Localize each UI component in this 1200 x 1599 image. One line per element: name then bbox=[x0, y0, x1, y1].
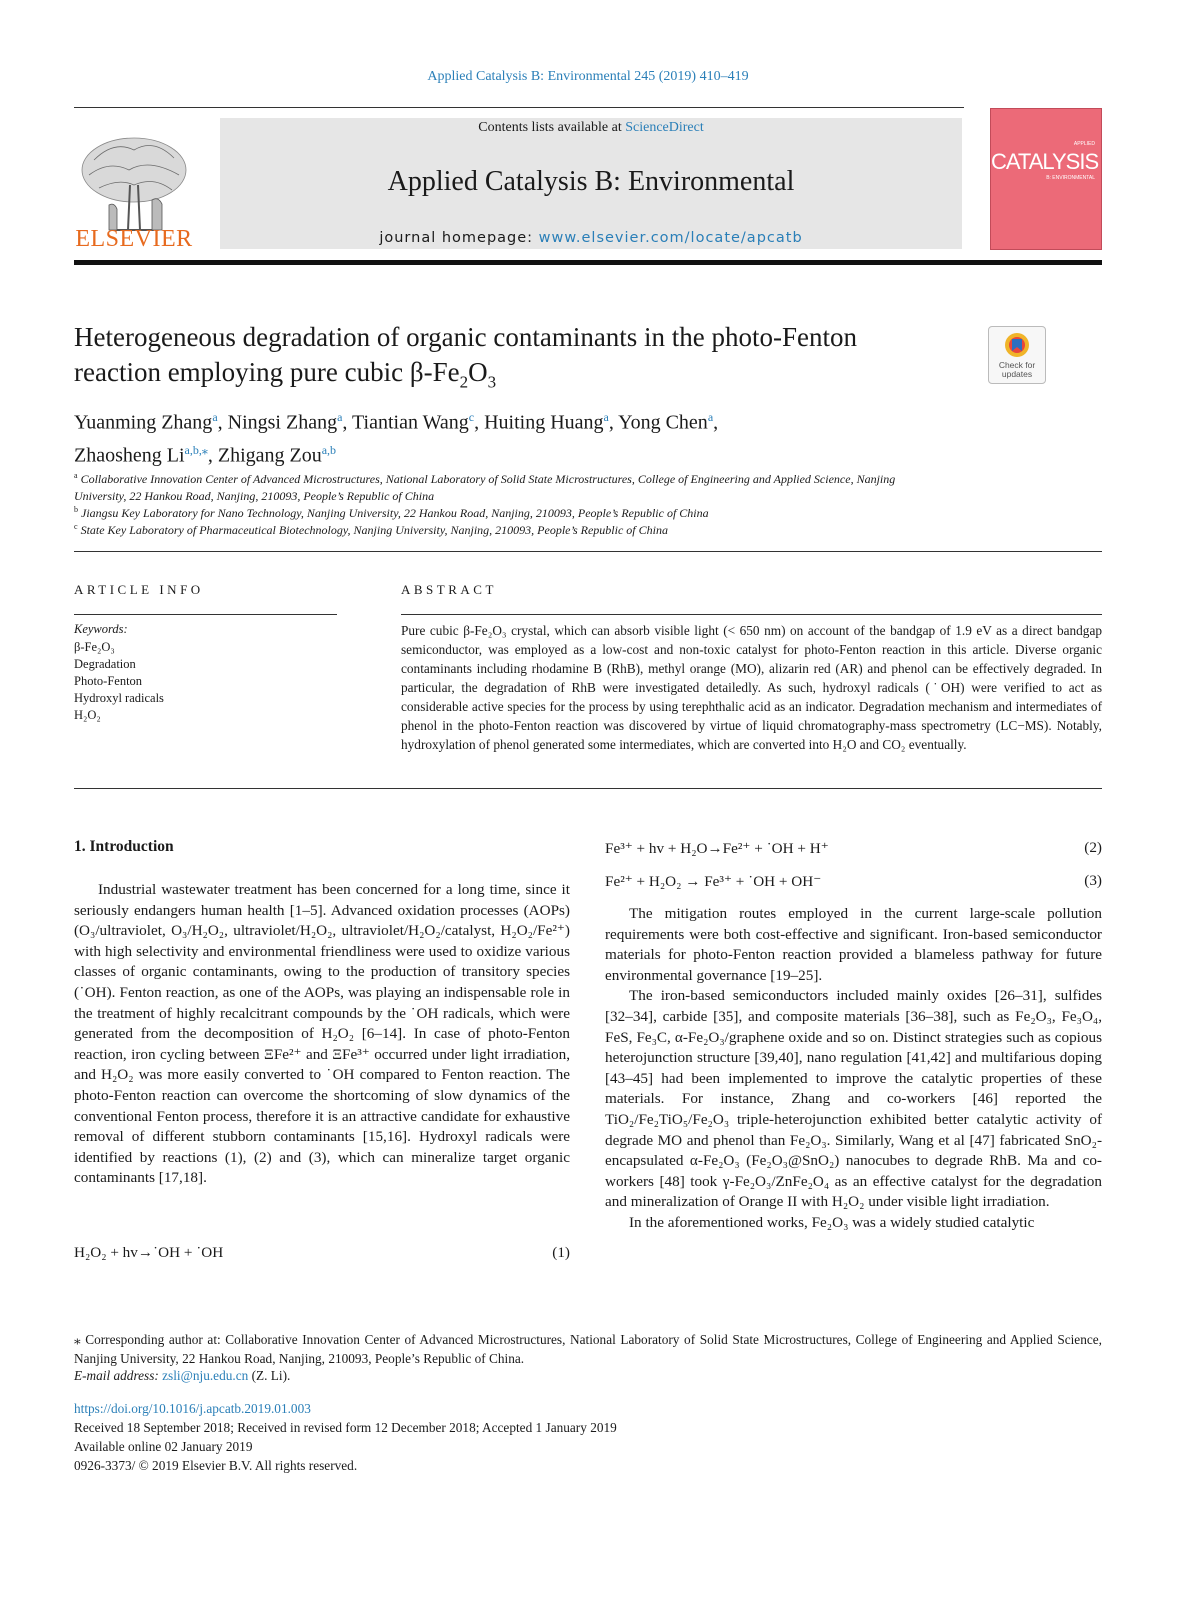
title-line2: reaction employing pure cubic β-Fe bbox=[74, 357, 460, 387]
title-sub2: 3 bbox=[487, 372, 497, 392]
copyright: 0926-3373/ © 2019 Elsevier B.V. All rights reserved. bbox=[74, 1458, 358, 1473]
keyword: H₂O₂ bbox=[74, 708, 101, 722]
equation-1-text: H₂O₂ + hv→˙OH + ˙OH bbox=[74, 1244, 224, 1261]
author-affiliation-mark[interactable]: c bbox=[468, 410, 475, 424]
affiliation-rule bbox=[74, 551, 1102, 552]
author[interactable]: Yuanming Zhang bbox=[74, 411, 213, 434]
sciencedirect-link[interactable]: ScienceDirect bbox=[625, 120, 704, 135]
author-affiliation-mark[interactable]: a,b bbox=[321, 442, 337, 457]
available-online: Available online 02 January 2019 bbox=[74, 1439, 253, 1454]
intro-right-column bbox=[605, 904, 1102, 1234]
journal-title: Applied Catalysis B: Environmental bbox=[387, 166, 795, 197]
equation-2-text: Fe³⁺ + hv + H₂O→Fe²⁺ + ˙OH + H⁺ bbox=[605, 840, 829, 857]
author[interactable]: Yong Chen bbox=[618, 411, 708, 434]
equation-3-text: Fe²⁺ + H₂O₂ → Fe³⁺ + ˙OH + OH⁻ bbox=[605, 873, 822, 890]
author-affiliation-mark[interactable]: a,b,⁎ bbox=[184, 442, 208, 457]
cover-subtitle: B: ENVIRONMENTAL bbox=[1046, 175, 1095, 181]
intro-paragraph-3: The iron-based semiconductors included mainly oxides [26–31], sulfides [32–34], carbide [35], and composite materials [36–38], such as Fe₂O₃, Fe₃O₄, FeS, Fe₃C, α-Fe₂O₃/graphene oxide and so on. Distinct strategies such as copious heterojunction structure [39,40], nano regulation [41,42] and multifarious doping [43–45] had been implemented to improve the catalytic properties of these materials. For instance, Zhang and co-workers [46] reported the TiO₂/Fe₂TiO₅/Fe₂O₃ triple-heterojunction exhibited better catalytic activity of degrade MO and phenol than Fe₂O₃. Similarly, Wang et al [47] fabricated SnO₂-encapsulated α-Fe₂O₃ (Fe₂O₃@SnO₂) nanocubes to degrade RhB. Ma and co-workers [48] took γ-Fe₂O₃/ZnFe₂O₄ as an effective catalyst for the degradation and mineralization of Orange II with H₂O₂ under visible light irradiation. bbox=[605, 987, 1102, 1211]
keywords-label: Keywords: bbox=[74, 622, 128, 636]
section-heading-introduction: 1. Introduction bbox=[74, 838, 174, 855]
affiliation-c: $^c$ State Key Laboratory of Pharmaceutical Biotechnology, Nanjing University, Nanjing, 210093, People’s Republic of China bbox=[74, 522, 668, 537]
article-info-rule bbox=[74, 614, 337, 615]
header-thick-rule bbox=[74, 260, 1102, 265]
contents-prefix: Contents lists available at bbox=[478, 120, 626, 135]
homepage-prefix: journal homepage: bbox=[379, 230, 539, 246]
cover-applied-text: APPLIED bbox=[1073, 141, 1095, 147]
corresponding-author-note: ⁎ Corresponding author at: Collaborative Innovation Center of Advanced Microstructures, National Laboratory of Solid State Microstructures, College of Engineering and Applied Science, Nanjing University, 22 Hankou Road, Nanjing, 210093, People’s Republic of China. bbox=[74, 1332, 1102, 1366]
doi-link[interactable]: https://doi.org/10.1016/j.apcatb.2019.01.003 bbox=[74, 1401, 311, 1416]
cover-title: CATALYSIS bbox=[991, 149, 1099, 174]
equation-2 bbox=[605, 839, 1102, 858]
intro-paragraph-2: The mitigation routes employed in the current large-scale pollution requirements were both cost-effective and significant. Iron-based semiconductor materials for photo-Fenton reaction provided a blameless pathway for future environmental governance [19–25]. bbox=[605, 905, 1102, 984]
equation-1 bbox=[74, 1244, 570, 1262]
email-line bbox=[74, 1368, 290, 1384]
keyword: Photo-Fenton bbox=[74, 674, 143, 688]
intro-paragraph-4: In the aforementioned works, Fe₂O₃ was a widely studied catalytic bbox=[629, 1213, 1035, 1231]
author-affiliation-mark[interactable]: a bbox=[603, 410, 609, 424]
abstract-rule bbox=[401, 614, 1102, 615]
author[interactable]: Ningsi Zhang bbox=[227, 411, 338, 434]
keyword: Degradation bbox=[74, 657, 136, 671]
author-affiliation-mark[interactable]: a bbox=[337, 410, 343, 424]
equation-3 bbox=[605, 872, 1102, 891]
email-link[interactable]: zsli@nju.edu.cn bbox=[162, 1368, 249, 1383]
intro-paragraph-1: Industrial wastewater treatment has been concerned for a long time, since it seriously endangers human health [1–5]. Advanced oxidation processes (AOPs) (O₃/ultraviolet, O₃/H₂O₂, ultraviolet/H₂O₂, ultraviolet/H₂O₂/catalyst, H₂O₂/Fe²⁺) with high selectivity and environmental friendliness were used to oxidize various classes of organic contaminants, owing to the production of transitory species (˙OH). Fenton reaction, as one of the AOPs, was playing an indispensable role in the treatment of highly recalcitrant compounds by the ˙OH radicals, which were generated from the decomposition of H₂O₂ [6–14]. In case of photo-Fenton reaction, iron cycling between ΞFe²⁺ and ΞFe³⁺ occurred under light irradiation, and H₂O₂ was more easily converted to ˙OH compared to Fenton reaction. The photo-Fenton reaction can overcome the shortcoming of slow dynamics of the conventional Fenton process, therefore it is an attractive candidate for exhaustive removal of different stubborn contaminants [15,16]. Hydroxyl radicals were identified by reactions (1), (2) and (3), which can mineralize target organic contaminants [17,18]. bbox=[74, 881, 570, 1187]
affiliation-a: $^a$ Collaborative Innovation Center of Advanced Microstructures, National Laboratory of Solid State Microstructures, College of Engineering and Applied Science, Nanjing University, 22 Hankou Road, Nanjing, 210093, People’s Republic of China bbox=[74, 471, 896, 503]
author-affiliation-mark[interactable]: a bbox=[212, 410, 218, 424]
title-sub1: 2 bbox=[459, 372, 469, 392]
check-for-updates-badge[interactable] bbox=[988, 326, 1046, 384]
email-label: E-mail address: bbox=[74, 1368, 163, 1383]
equation-1-number: (1) bbox=[552, 1244, 570, 1261]
homepage-line bbox=[220, 230, 962, 246]
publisher-logo-text: ELSEVIER bbox=[75, 226, 193, 252]
author-list: Yuanming Zhang$^a$, Ningsi Zhang$^a$, Tiantian Wang$^c$, Huiting Huang$^a$, Yong Chen$^a$, Zhaosheng $Li^{a,b,⁎}$, Zhigang Zou$^{a,b}$ bbox=[74, 410, 719, 467]
contents-line bbox=[220, 120, 962, 136]
author[interactable]: Tiantian Wang bbox=[352, 411, 469, 434]
abstract-heading: ABSTRACT bbox=[401, 582, 497, 597]
journal-cover[interactable] bbox=[990, 108, 1102, 250]
article-title bbox=[74, 320, 954, 399]
journal-reference[interactable]: Applied Catalysis B: Environmental 245 (2019) 410–419 bbox=[427, 69, 749, 84]
title-line1: Heterogeneous degradation of organic contaminants in the photo-Fenton bbox=[74, 322, 858, 352]
author[interactable]: Zhigang Zou bbox=[217, 444, 322, 467]
abstract-end-rule bbox=[74, 788, 1102, 789]
check-badge-text: Check for updates bbox=[998, 360, 1036, 379]
abstract-text: Pure cubic β-Fe₂O₃ crystal, which can absorb visible light (< 650 nm) on account of the bandgap of 1.9 eV as a direct bandgap semiconductor, was employed as a low-cost and non-toxic catalyst for photo-Fenton reaction in this article. Diverse organic contaminants including rhodamine B (RhB), methyl orange (MO), alizarin red (AR) and phenol can be effectively degraded. In particular, the degradation of RhB were investigated detailedly. As such, hydroxyl radicals (˙OH) were verified to act as considerable active species for the process by using terephthalic acid as an indicator. Degradation mechanism and intermediates of phenol in the photo-Fenton reaction was discovered by virtue of liquid chromatography-mass spectrometry (LC−MS). Notably, hydroxylation of phenol generated some intermediates, which are converted into H₂O and CO₂ eventually. bbox=[401, 623, 1102, 752]
author-affiliation-mark[interactable]: a bbox=[707, 410, 714, 424]
equation-2-number: (2) bbox=[1084, 839, 1102, 856]
article-info-heading: ARTICLE INFO bbox=[74, 582, 204, 597]
homepage-link[interactable]: www.elsevier.com/locate/apcatb bbox=[538, 230, 803, 246]
email-suffix: (Z. Li). bbox=[248, 1368, 291, 1383]
affiliation-b: $^b$ Jiangsu Key Laboratory for Nano Technology, Nanjing University, 22 Hankou Road, Nanjing, 210093, People’s Republic of China bbox=[74, 505, 709, 520]
keyword: β-Fe₂O₃ bbox=[74, 640, 115, 654]
received-dates: Received 18 September 2018; Received in revised form 12 December 2018; Accepted 1 January 2019 bbox=[74, 1420, 617, 1435]
check-updates-icon bbox=[1003, 331, 1031, 359]
keyword: Hydroxyl radicals bbox=[74, 691, 164, 705]
title-mid: O bbox=[468, 357, 488, 387]
author[interactable]: Zhaosheng Li bbox=[74, 444, 185, 467]
header-rule bbox=[74, 107, 964, 108]
author[interactable]: Huiting Huang bbox=[484, 411, 604, 434]
equation-3-number: (3) bbox=[1084, 872, 1102, 889]
